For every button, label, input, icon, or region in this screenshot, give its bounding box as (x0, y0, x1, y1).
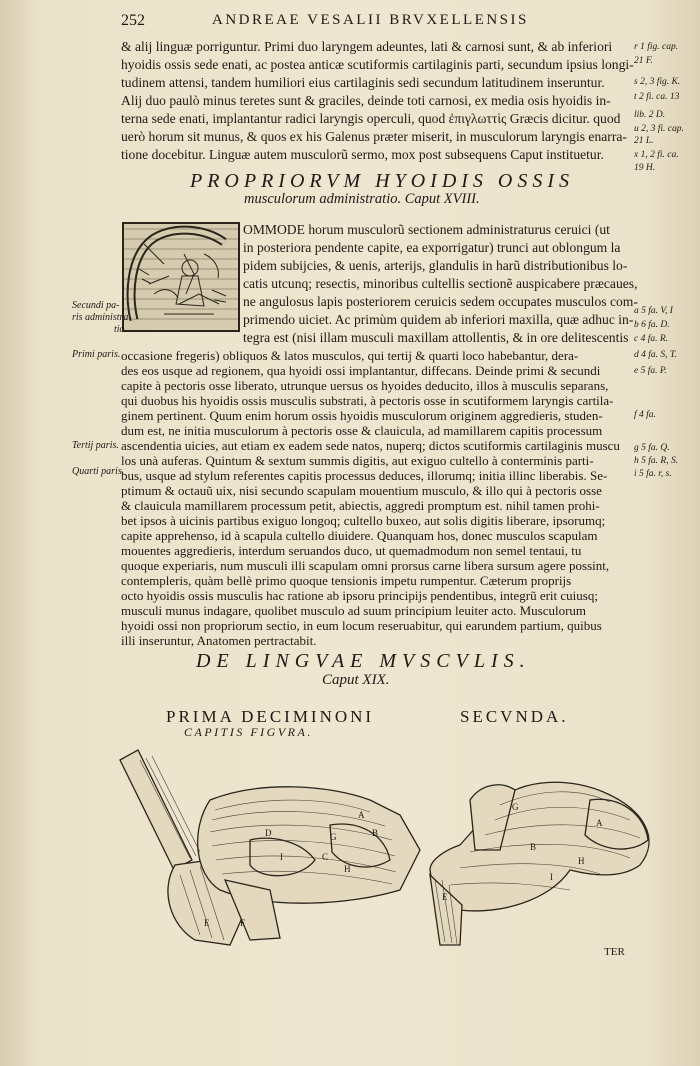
text-line: mouentes aggredieris, interdum seruandos duco, ut quemadmodum non semel tentaui, tu (121, 543, 582, 558)
chapter-subtitle: Caput XIX. (322, 672, 390, 688)
figure-label: H (344, 864, 351, 874)
tongue-muscles-illustration (100, 740, 670, 955)
margin-note-left: ris administra (72, 312, 129, 323)
margin-note: f 4 fa. (634, 410, 656, 420)
text-line: quoque experiaris, num musculi illi scapulam omni prorsus carne libera sursum agere possint, (121, 558, 610, 573)
text-line: terna sede enati, implantantur radici laryngis operculi, quod ἐπιγλωττὶς Græcis dicitur. quod (121, 111, 621, 126)
margin-note-left: Primi paris. (72, 349, 121, 360)
figure-title-right: SECVNDA. (460, 707, 569, 726)
margin-note: x 1, 2 fi. ca. (634, 150, 679, 160)
decorated-initial (122, 222, 240, 332)
figure-label: B (530, 842, 537, 852)
text-line: ne angulosus lapis posteriorem ceruicis sedem occupates musculos com- (243, 294, 638, 309)
text-line: & alij linguæ porriguntur. Primi duo laryngem adeuntes, lati & carnosi sunt, & ab inferiori (121, 39, 613, 54)
chapter-title: DE LINGVAE MVSCVLIS. (196, 650, 531, 672)
text-line: primendo uiciet. Ac primùm quidem ab inferiori maxilla, quæ adhuc in- (243, 312, 634, 327)
text-line: bet ipsos à uicinis partibus exiguo longoq; cultello buxeo, aut solis digitis liberare, ipsorumq; (121, 513, 606, 528)
figure-label: D (265, 828, 272, 838)
margin-note: e 5 fa. P. (634, 366, 667, 376)
initial-c-illustration (124, 224, 238, 330)
margin-note: 21 F. (634, 56, 653, 66)
catchword: TER (604, 946, 625, 958)
text-line: octo hyoidis ossis musculis hac ratione ab ipsoru principijs pendentibus, integrũ erit cuiusq; (121, 588, 598, 603)
chapter-title: PROPRIORVM HYOIDIS OSSIS (190, 170, 575, 192)
text-line: dum est, ne initia musculorum à pectoris osse & clauicula, ad mamillarem capitis processum (121, 423, 603, 438)
figure-label: B (372, 828, 379, 838)
text-line: in posteriora pendente capite, ea exporrigatur) trunci aut oblongum la (243, 240, 621, 255)
margin-note: lib. 2 D. (634, 110, 666, 120)
text-line: uerò horum sit munus, & quos ex his Galenus præter miserit, in musculorum laryngis enarra- (121, 129, 627, 144)
margin-note: d 4 fa. S, T. (634, 350, 677, 360)
text-line: bus, usque ad stylum referentes capitis processus deduces, illorumq; initia illinc liberabis. Se- (121, 468, 608, 483)
text-line: musculi munus indagare, quolibet musculo ad suum principium leuiter acto. Musculorum (121, 603, 587, 618)
margin-note: 19 H. (634, 163, 656, 173)
margin-note: 21 L. (634, 136, 654, 146)
text-line: OMMODE horum musculorũ sectionem administraturus ceruici (ut (243, 222, 610, 237)
margin-note: s 2, 3 fig. K. (634, 77, 681, 87)
figure-label: E (204, 918, 210, 928)
figure-label: I (280, 852, 283, 862)
text-line: & clauicula mamillarem processum petit, abiectis, aggredi promptum est. nihil tamen prohi- (121, 498, 600, 513)
text-line: pidem subijcies, & uenis, arterijs, glandulis in harũ distributionibus lo- (243, 258, 628, 273)
figure-label: A (358, 810, 365, 820)
figure-caption: CAPITIS FIGVRA. (184, 725, 313, 739)
text-line: occasione fregeris) obliquos & latos musculos, qui tertij & quarti loco habebantur, dera- (121, 348, 579, 363)
margin-note: b 6 fa. D. (634, 320, 670, 330)
text-line: ptimum & octauũ uix, nisi secundo scapulam mouentium musculo, & illo qui à pectoris osse (121, 483, 602, 498)
margin-note: h 5 fa. R, S. (634, 456, 679, 466)
text-line: Alij duo paulò minus teretes sunt & graciles, deinde toti carnosi, ex media osis hyoidis in- (121, 93, 611, 108)
text-line: ginem pertinent. Quum enim horum ossis hyoidis musculorum originem aggredieris, studen- (121, 408, 603, 423)
text-line: capite à pectoris osse liberato, utrunque uersus os hyoides deducito, illos à musculis separans, (121, 378, 609, 393)
margin-note-left: tio. (114, 324, 128, 335)
chapter-subtitle: musculorum administratio. Caput XVIII. (244, 191, 480, 207)
figure-title-left: PRIMA DECIMINONI (166, 707, 375, 726)
figure-label: F (240, 918, 246, 928)
running-title: ANDREAE VESALII BRVXELLENSIS (212, 12, 529, 28)
text-line: illi inseruntur, Anatomen pertractabit. (121, 633, 317, 648)
figure-label: H (578, 856, 585, 866)
margin-note: i 5 fa. r, s. (634, 469, 672, 479)
text-line: tegra est (nisi illam musculi maxillam attollentis, & in ore delitescentis (243, 330, 629, 345)
margin-note: a 5 fa. V, I (634, 306, 673, 316)
margin-note-left: Secundi pa- (72, 300, 120, 311)
text-line: contempleris, quàm bellè primo quoque tensionis impetu rumpentur. Cæterum proprijs (121, 573, 572, 588)
text-line: des eos usque ad regionem, qua hyoidi ossi implantantur, diffecans. Deinde primi & secundi (121, 363, 601, 378)
text-line: tudinem attensi, tandem humiliori eius cartilaginis sedi secundum latitudinem inseruntur. (121, 75, 605, 90)
text-line: ascendentia uicies, aut etiam ex eadem sede natos, nuperq; dictos scutiformis cartilaginis muscu (121, 438, 620, 453)
margin-note: r 1 fig. cap. (634, 42, 679, 52)
text-line: qui duobus his hyoidis ossis musculis substrati, à pectoris osse in scutiformem laryngis cartila- (121, 393, 614, 408)
figure-label: C (322, 852, 329, 862)
text-line: catis utcunq; resectis, minoribus cultellis sectionẽ auspicabere præcaues, (243, 276, 638, 291)
text-line: hyoidi ossi non propriorum sectio, in eum locum reseruabitur, qui earundem partium, quibus (121, 618, 602, 633)
margin-note: u 2, 3 fi. cap. (634, 124, 684, 134)
margin-note: t 2 fi. ca. 13 (634, 92, 680, 102)
text-line: los unà auferas. Quintum & sextum summis digitis, aut exiguo cultello à conterminis parti- (121, 453, 594, 468)
figure-label: I (550, 872, 553, 882)
margin-note-left: Tertij paris. (72, 440, 119, 451)
text-line: tione docebitur. Linguæ autem musculorũ sermo, mox post subsequens Caput instituetur. (121, 147, 604, 162)
margin-note-left: Quarti paris. (72, 466, 125, 477)
margin-note: g 5 fa. Q. (634, 443, 670, 453)
text-line: hyoidis ossis sede enati, ac postea anticæ scutiformis cartilaginis parti, secundum ipsius longi- (121, 57, 634, 72)
figure-label: E (442, 892, 448, 902)
figure-label: G (512, 802, 519, 812)
figure-label: G (330, 832, 337, 842)
page-number: 252 (121, 12, 145, 29)
figure-label: A (596, 818, 603, 828)
margin-note: c 4 fa. R. (634, 334, 669, 344)
text-line: capite apprehenso, id à scapula cultello diuidere. Quanquam hos, donec musculos scapulam (121, 528, 598, 543)
